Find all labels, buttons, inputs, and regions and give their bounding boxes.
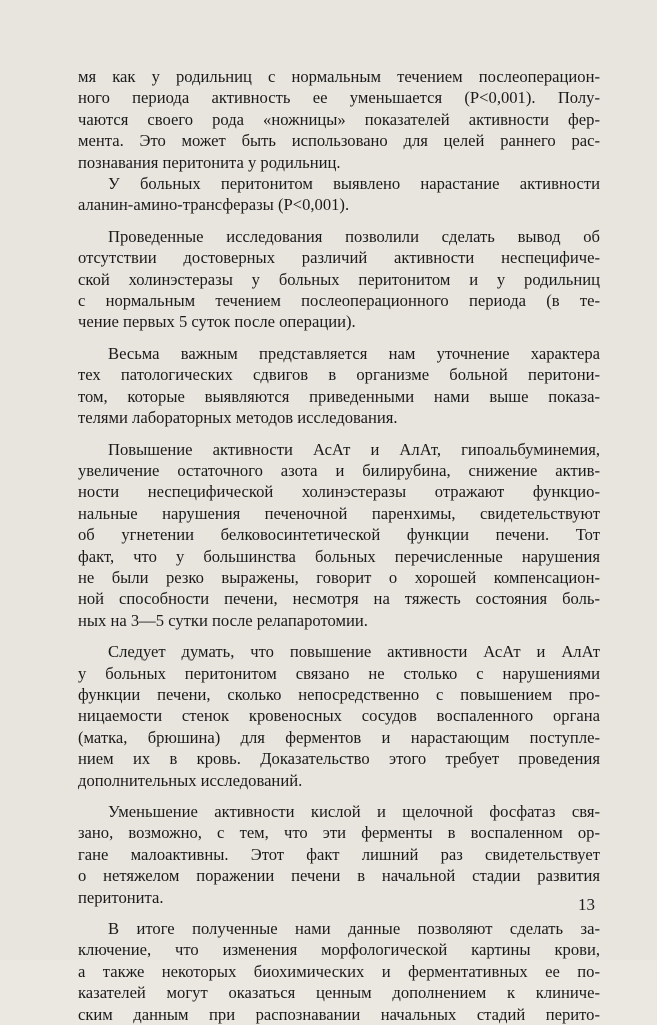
text-line: Повышение активности АсАт и АлАт, гипоальбуминемия, [108,439,600,459]
text-line: ключение, что изменения морфологической картины крови, [78,940,600,960]
text-line: факт, что у большинства больных перечисленные нарушения [78,546,600,566]
paragraph-gap [78,908,600,918]
text-line: о нетяжелом поражении печени в начальной стадии развития [78,866,600,886]
paragraph [78,66,600,173]
text-line: отсутствии достоверных различий активности неспецифиче- [78,248,600,268]
text-line: чение первых 5 суток после операции). [78,312,356,332]
text-line: чаются своего рода «ножницы» показателей активности фер- [78,109,600,129]
paragraph-gap [78,333,600,343]
text-line: Весьма важным представляется нам уточнение характера [108,343,600,363]
text-line: увеличение остаточного азота и билирубина, снижение актив- [78,460,600,480]
paragraph [78,173,600,216]
text-line: Следует думать, что повышение активности АсАт и АлАт [108,642,600,662]
text-line: нием их в кровь. Доказательство этого требует проведения [78,749,600,769]
paragraph [78,439,600,632]
text-line: Уменьшение активности кислой и щелочной фосфатаз свя- [108,802,600,821]
text-line: мента. Это может быть использовано для целей раннего рас- [78,131,600,151]
paragraph [78,343,600,429]
text-line: казателей могут оказаться ценным дополнением к клиниче- [78,983,600,1003]
paragraph-gap [78,631,600,641]
text-line: ности неспецифической холинэстеразы отражают функцио- [78,482,600,502]
text-line: Проведенные исследования позволили сделать вывод об [108,226,600,246]
paragraph [78,641,600,791]
text-line: ного периода активность ее уменьшается (P<0,001). Полу- [78,88,600,108]
text-line: телями лабораторных методов исследования. [78,408,398,428]
text-line: зано, возможно, с тем, что эти ферменты в воспаленном ор- [78,823,600,843]
text-line: (матка, брюшина) для ферментов и нарастающим поступле- [78,727,600,747]
text-line: функции печени, сколько непосредственно с повышением про- [78,684,600,704]
text-line: гане малоактивны. Этот факт лишний раз свидетельствует [78,844,600,864]
paragraph [78,226,600,333]
text-line: у больных перитонитом связано не столько с нарушениями [78,663,600,683]
paragraph [78,801,600,908]
text-line: У больных перитонитом выявлено нарастание активности [108,174,600,194]
text-line: ных на 3—5 сутки после релапаротомии. [78,610,368,630]
text-line: с нормальным течением послеоперационного периода (в те- [78,291,600,311]
text-line: В итоге полученные нами данные позволяют сделать за- [108,919,600,939]
text-line: аланин-амино-трансферазы (P<0,001). [78,195,350,215]
text-line: тех патологических сдвигов в организме больной перитони- [78,365,600,385]
paragraph-gap [78,216,600,226]
page-number: 13 [578,895,595,914]
text-line: нальные нарушения печеночной паренхимы, свидетельствуют [78,503,600,523]
text-line: а также некоторых биохимических и ферментативных ее по- [78,961,600,981]
text-line: ницаемости стенок кровеносных сосудов воспаленного органа [78,706,600,726]
text-line: перитонита. [78,887,164,907]
text-line: дополнительных исследований. [78,770,303,790]
text-line: ской холинэстеразы у больных перитонитом и у родильниц [78,269,600,289]
text-line: познавания перитонита у родильниц. [78,152,341,172]
text-line: мя как у родильниц с нормальным течением послеоперацион- [78,67,600,86]
text-line: об угнетении белковосинтетической функции печени. Тот [78,525,600,545]
text-line: ной способности печени, несмотря на тяжесть состояния боль- [78,589,600,609]
text-line: не были резко выражены, говорит о хорошей компенсацион- [78,567,600,587]
text-line: ским данным при распознавании начальных стадий перито- [78,1004,600,1024]
text-line: том, которые выявляются приведенными нами выше показа- [78,386,600,406]
paragraph-gap [78,791,600,801]
paragraph-gap [78,429,600,439]
paragraph [78,918,600,1025]
body-text [78,66,600,1025]
